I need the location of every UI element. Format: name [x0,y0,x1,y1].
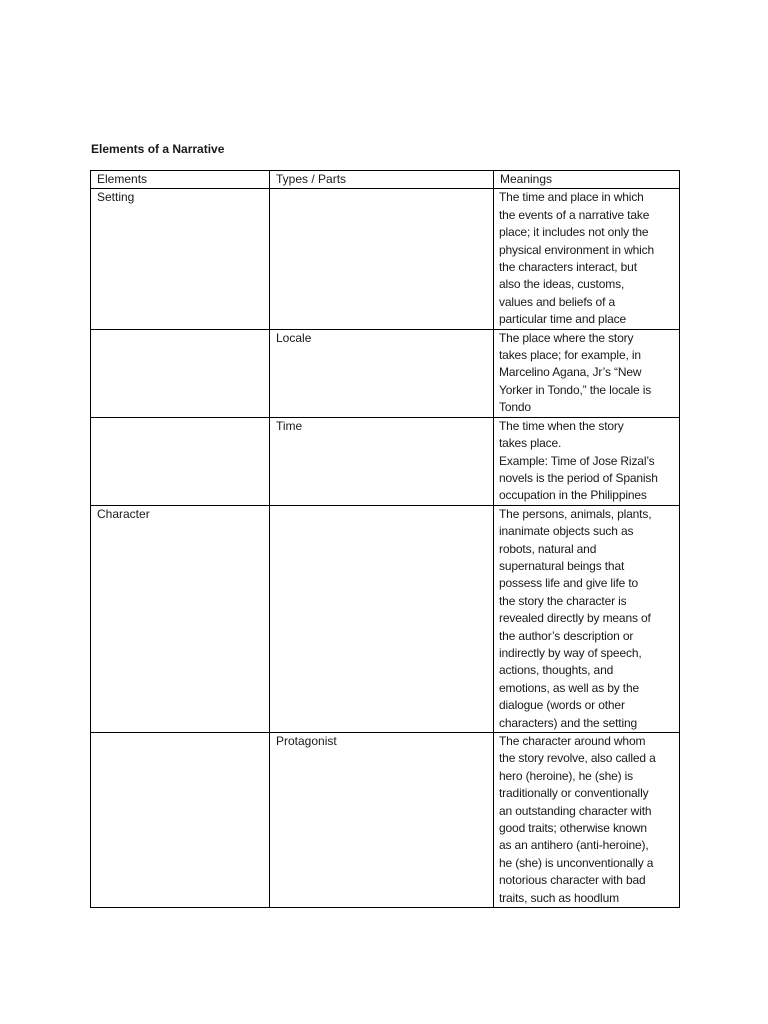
meaning-line: emotions, as well as by the [499,680,640,695]
meaning-line: particular time and place [499,312,626,327]
meaning-line: values and beliefs of a [499,294,615,309]
meaning-line: the events of a narrative take [499,207,650,222]
header-types-parts: Types / Parts [270,171,494,189]
table-row [91,189,680,329]
cell-meaning [494,329,680,417]
meaning-line: dialogue (words or other [499,698,625,713]
cell-type-part: Time [270,417,494,505]
meaning-line: takes place; for example, in [499,348,641,363]
meaning-line: robots, natural and [499,541,597,556]
meaning-line: Marcelino Agana, Jr’s “New [499,365,642,380]
meaning-line: The character around whom [499,734,646,748]
meaning-line: indirectly by way of speech, [499,645,642,660]
document-title: Elements of a Narrative [91,142,225,156]
meaning-line: occupation in the Philippines [499,488,647,503]
meaning-line: the characters interact, but [499,260,637,275]
meaning-line: inanimate objects such as [499,524,634,539]
meaning-line: as an antihero (anti-heroine), [499,838,649,853]
cell-type-part: Locale [270,329,494,417]
meaning-line: Example: Time of Jose Rizal’s [499,453,655,468]
meaning-line: takes place. [499,436,562,451]
cell-type-part [270,505,494,732]
meaning-line: also the ideas, customs, [499,277,625,292]
header-elements: Elements [91,171,270,189]
cell-meaning [494,505,680,732]
meaning-line: The time and place in which [499,190,644,205]
table-row [91,733,680,908]
cell-element: Setting [91,189,270,329]
meaning-line: The persons, animals, plants, [499,506,652,521]
meaning-line: supernatural beings that [499,558,625,573]
table-row [91,505,680,732]
meaning-line: the story the character is [499,593,627,608]
cell-element [91,329,270,417]
cell-element [91,417,270,505]
meaning-line: the story revolve, also called a [499,751,656,766]
meaning-line: the author’s description or [499,628,634,643]
meaning-line: novels is the period of Spanish [499,470,658,485]
cell-element [91,733,270,908]
meaning-line: good traits; otherwise known [499,821,647,836]
meaning-line: The time when the story [499,418,624,433]
meaning-line: Yorker in Tondo,” the locale is [499,382,652,397]
table-row [91,329,680,417]
meaning-line: place; it includes not only the [499,225,649,240]
cell-type-part [270,189,494,329]
meaning-line: actions, thoughts, and [499,663,614,678]
meaning-line: an outstanding character with [499,803,652,818]
meaning-line: The place where the story [499,330,634,345]
table-row [91,417,680,505]
meaning-line: notorious character with bad [499,873,646,888]
cell-meaning [494,189,680,329]
meaning-line: characters) and the setting [499,715,638,730]
meaning-line: traditionally or conventionally [499,786,649,801]
meaning-line: revealed directly by means of [499,611,651,626]
cell-type-part: Protagonist [270,733,494,908]
header-meanings: Meanings [494,171,680,189]
meaning-line: hero (heroine), he (she) is [499,768,634,783]
cell-meaning [494,417,680,505]
meaning-line: physical environment in which [499,242,655,257]
table-header-row [91,171,680,189]
narrative-elements-table [90,170,680,908]
cell-element: Character [91,505,270,732]
meaning-line: traits, such as hoodlum [499,890,619,905]
cell-meaning [494,733,680,908]
meaning-line: Tondo [499,400,531,415]
meaning-line: possess life and give life to [499,576,639,591]
meaning-line: he (she) is unconventionally a [499,855,654,870]
